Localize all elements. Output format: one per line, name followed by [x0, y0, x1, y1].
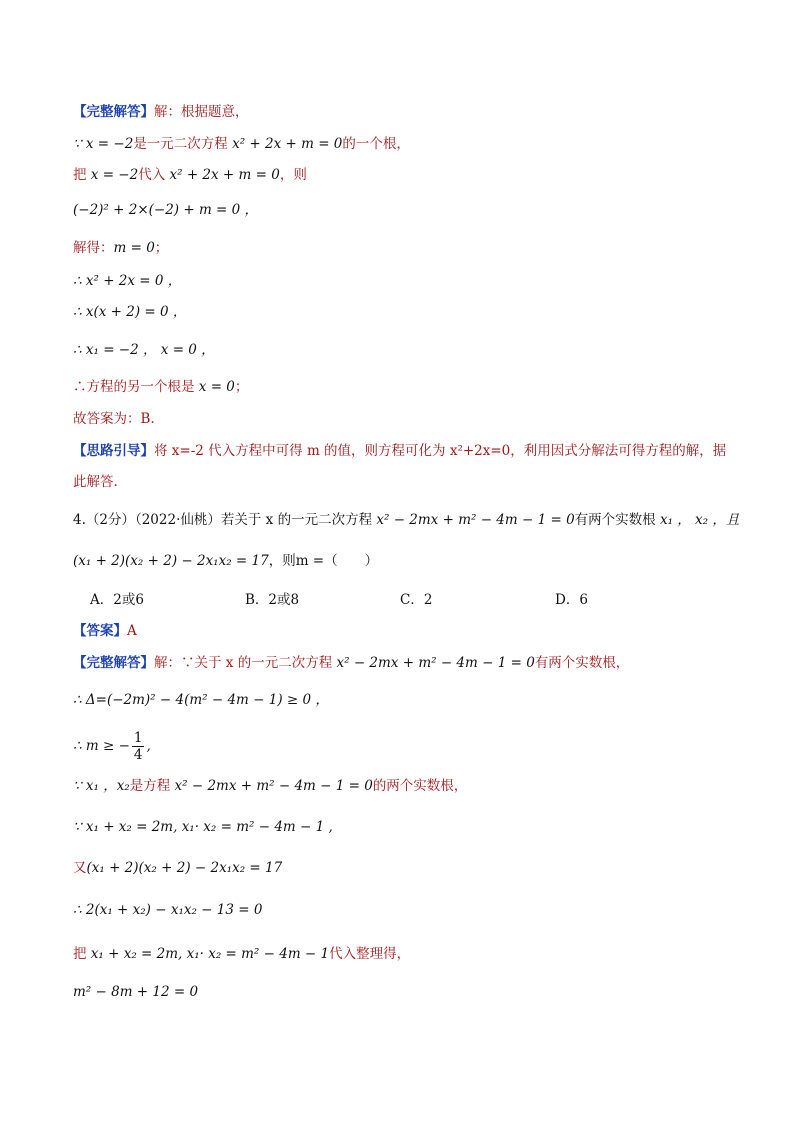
solution-text: ；: [234, 379, 249, 395]
solution-text: 的一个根，: [342, 136, 410, 152]
solution-text: 的两个实数根，: [372, 778, 468, 794]
question-4-stem: [73, 511, 740, 529]
solution-text: 又: [73, 860, 87, 876]
solution-text: 把: [73, 167, 87, 183]
math-expr: (−2)² + 2×(−2) + m = 0 ，: [73, 202, 259, 218]
idea-guide-tag: 【思路引导】: [73, 443, 154, 459]
math-expr: x = 0: [198, 379, 235, 395]
math-expr: x² + 2x + m = 0: [169, 167, 280, 183]
solution2-line-2: [73, 726, 734, 766]
answer-line: [73, 410, 734, 428]
math-expr: m = 0: [113, 240, 155, 256]
solution-text: 把: [73, 946, 87, 962]
solution-line-8: [73, 378, 734, 396]
fraction: [132, 730, 145, 763]
solution-text: 有两个实数根，: [534, 655, 630, 671]
solution-text: 是一元二次方程: [133, 136, 228, 152]
math-expr: ∵ x₁ + x₂ = 2m, x₁· x₂ = m² − 4m − 1 ,: [73, 819, 333, 835]
question-text: ，则m =（ ）: [268, 553, 379, 569]
solution2-line-7: [73, 945, 734, 963]
choice-d: D．6: [555, 592, 588, 608]
solution-line-7: [73, 341, 734, 359]
math-expr: (x₁ + 2)(x₂ + 2) − 2x₁x₂ = 17: [86, 860, 283, 876]
question-4-condition: [73, 552, 734, 570]
fraction-numerator: 1: [133, 730, 143, 746]
math-expr: ∵ x = −2: [73, 136, 134, 152]
math-expr: m² − 8m + 12 = 0: [73, 984, 199, 1000]
math-expr: ∴ x₁ = −2 ， x = 0 ，: [73, 342, 215, 358]
full-solution-tag: 【完整解答】: [73, 104, 154, 120]
math-expr: ∴ x² + 2x = 0 ，: [73, 273, 182, 289]
solution2-line-6: [73, 901, 734, 919]
full-solution-tag: 【完整解答】: [73, 655, 154, 671]
fraction-denominator: 4: [133, 747, 143, 763]
math-expr: x = −2: [90, 167, 139, 183]
math-expr: x² − 2mx + m² − 4m − 1 = 0: [376, 512, 575, 528]
solution-text: ，则: [279, 167, 307, 183]
solution2-line-5: [73, 859, 734, 877]
choice-a: A．2或6: [90, 592, 144, 608]
math-expr: (x₁ + 2)(x₂ + 2) − 2x₁x₂ = 17: [73, 553, 269, 569]
idea-guide-cont: [73, 473, 734, 491]
math-expr: ∴ Δ=(−2m)² − 4(m² − 4m − 1) ≥ 0 ，: [73, 692, 329, 708]
question-text: 有两个实数根: [574, 512, 656, 528]
solution-line-6: [73, 303, 734, 321]
solution-line-2: [73, 166, 734, 184]
solution-text: 解得：: [73, 240, 114, 256]
math-expr: x² − 2mx + m² − 4m − 1 = 0: [174, 778, 373, 794]
idea-guide-text: 此解答.: [73, 474, 118, 490]
choice-c: C．2: [400, 592, 433, 608]
math-expr: x₁ ， x₂ ，且: [659, 512, 740, 528]
solution-intro-text: 解：根据题意，: [154, 104, 249, 120]
math-expr: x₁ + x₂ = 2m, x₁· x₂ = m² − 4m − 1: [90, 946, 330, 962]
solution-text: 代入整理得，: [329, 946, 411, 962]
solution-line-5: [73, 272, 734, 290]
solution-text: ；: [154, 240, 169, 256]
math-expr: x² − 2mx + m² − 4m − 1 = 0: [336, 655, 535, 671]
solution2-line-3: [73, 777, 734, 795]
math-expr: ,: [146, 738, 151, 754]
math-expr: ∴ x(x + 2) = 0 ，: [73, 304, 187, 320]
choice-b: B．2或8: [245, 592, 300, 608]
solution2-intro: [73, 654, 734, 672]
math-expr: ∴ m ≥ −: [73, 738, 130, 754]
math-expr: ∴ 2(x₁ + x₂) − x₁x₂ − 13 = 0: [73, 902, 263, 918]
solution2-line-8: [73, 983, 734, 1001]
solution-text: 是方程: [129, 778, 171, 794]
solution-text: 代入: [138, 167, 166, 183]
answer-value: A: [127, 623, 137, 639]
solution-line-3: [73, 201, 734, 219]
solution-line-1: [73, 135, 734, 153]
solution2-line-1: [73, 691, 734, 709]
answer-row: [73, 622, 734, 640]
answer-tag: 【答案】: [73, 623, 127, 639]
math-expr: ∵ x₁ ，x₂: [73, 778, 130, 794]
idea-guide-text: 将 x=-2 代入方程中可得 m 的值，则方程可化为 x²+2x=0，利用因式分解法可得方程的解，据: [154, 443, 727, 459]
idea-guide: [73, 442, 734, 460]
math-expr: x² + 2x + m = 0: [232, 136, 343, 152]
solution-text: ∴方程的另一个根是: [73, 379, 195, 395]
question-text: 4.（2分）（2022·仙桃）若关于 x 的一元二次方程: [73, 512, 373, 528]
solution-text: 故答案为：B.: [73, 411, 155, 427]
solution2-line-4: [73, 818, 734, 836]
solution-text: 解：∵关于 x 的一元二次方程: [154, 655, 333, 671]
solution-line-4: [73, 239, 734, 257]
solution-intro: [73, 103, 734, 121]
